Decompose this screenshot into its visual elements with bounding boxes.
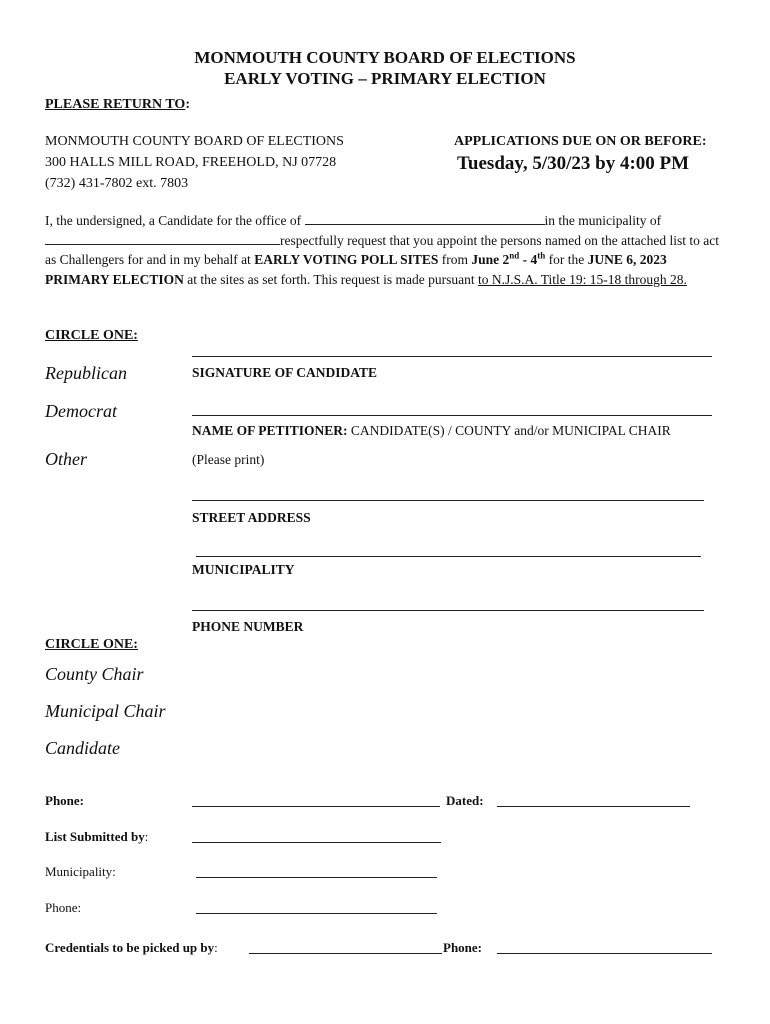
- please-print-note: (Please print): [192, 452, 265, 467]
- phone-number-label: PHONE NUMBER: [192, 619, 304, 634]
- signature-line[interactable]: [192, 356, 712, 357]
- list-submitted-label: [45, 829, 148, 845]
- footer-phone2-line[interactable]: [196, 913, 437, 914]
- role-option-municipal-chair[interactable]: Municipal Chair: [45, 701, 166, 721]
- street-line[interactable]: [192, 500, 704, 501]
- street-label: STREET ADDRESS: [192, 510, 311, 525]
- dated-label: Dated:: [446, 793, 484, 808]
- title-line-1: MONMOUTH COUNTY BOARD OF ELECTIONS: [194, 48, 576, 67]
- para-text-10: at the sites as set forth. This request is made pursuant: [183, 271, 478, 287]
- role-option-candidate[interactable]: Candidate: [45, 738, 120, 758]
- due-date: Tuesday, 5/30/23 by 4:00 PM: [457, 153, 690, 174]
- credentials-phone-label: Phone:: [443, 940, 482, 955]
- para-text-1: I, the undersigned, a Candidate for the office of: [45, 213, 305, 228]
- request-paragraph: [45, 211, 725, 289]
- para-text-9: JUNE 6, 2023 PRIMARY ELECTION: [45, 252, 667, 287]
- due-label: APPLICATIONS DUE ON OR BEFORE:: [454, 134, 707, 149]
- municipality-blank[interactable]: [45, 232, 280, 245]
- credentials-colon: :: [214, 940, 218, 955]
- municipality-line[interactable]: [196, 556, 701, 557]
- footer-phone-label: Phone:: [45, 793, 84, 808]
- para-text-6: June 2: [471, 252, 510, 267]
- credentials-label: [45, 940, 218, 956]
- return-street: 300 HALLS MILL ROAD, FREEHOLD, NJ 07728: [45, 155, 337, 170]
- credentials-phone-line[interactable]: [497, 953, 712, 954]
- dated-line[interactable]: [497, 806, 690, 807]
- para-text-8: for the: [545, 252, 588, 267]
- petitioner-label: [192, 423, 671, 439]
- para-text-7: - 4: [519, 252, 538, 267]
- petitioner-label-rest: CANDIDATE(S) / COUNTY and/or MUNICIPAL CHAIR: [347, 423, 671, 438]
- list-submitted-line[interactable]: [192, 842, 441, 843]
- return-to-heading: [45, 97, 190, 113]
- role-circle-one-label: CIRCLE ONE:: [45, 637, 138, 652]
- footer-phone-line[interactable]: [192, 806, 440, 807]
- credentials-text: Credentials to be picked up by: [45, 940, 215, 955]
- list-submitted-colon: :: [144, 829, 149, 844]
- return-org: MONMOUTH COUNTY BOARD OF ELECTIONS: [45, 134, 344, 149]
- para-sup-1: nd: [509, 250, 520, 261]
- municipality-label: MUNICIPALITY: [192, 562, 295, 577]
- return-phone: (732) 431-7802 ext. 7803: [45, 176, 189, 191]
- party-option-other[interactable]: Other: [45, 449, 87, 469]
- credentials-line[interactable]: [249, 953, 442, 954]
- footer-phone2-label: Phone:: [45, 900, 82, 915]
- para-text-3: respectfully request that you appoint the persons named on the attached list to act as Challengers for and in my behalf at: [45, 232, 719, 267]
- petitioner-label-bold: NAME OF PETITIONER:: [192, 423, 348, 438]
- para-text-2: in the municipality of: [544, 213, 662, 228]
- para-text-11: to N.J.S.A. Title 19: 15-18 through 28.: [478, 271, 687, 287]
- footer-municipality-line[interactable]: [196, 877, 437, 878]
- party-circle-one-label: CIRCLE ONE:: [45, 328, 138, 343]
- party-option-democrat[interactable]: Democrat: [45, 401, 117, 421]
- phone-number-line[interactable]: [192, 610, 704, 611]
- title-line-2: EARLY VOTING – PRIMARY ELECTION: [224, 69, 546, 88]
- return-to-colon: :: [185, 97, 190, 112]
- party-option-republican[interactable]: Republican: [45, 363, 127, 383]
- office-blank[interactable]: [305, 212, 545, 225]
- role-option-county-chair[interactable]: County Chair: [45, 664, 144, 684]
- petitioner-line[interactable]: [192, 415, 712, 416]
- footer-municipality-label: Municipality:: [45, 864, 116, 879]
- para-sup-2: th: [537, 250, 546, 261]
- list-submitted-text: List Submitted by: [45, 829, 145, 844]
- para-dates: [471, 252, 545, 267]
- para-text-4: EARLY VOTING POLL SITES: [254, 252, 439, 267]
- signature-label: SIGNATURE OF CANDIDATE: [192, 365, 378, 380]
- para-text-5: from: [438, 252, 472, 267]
- return-to-label: PLEASE RETURN TO: [45, 97, 186, 112]
